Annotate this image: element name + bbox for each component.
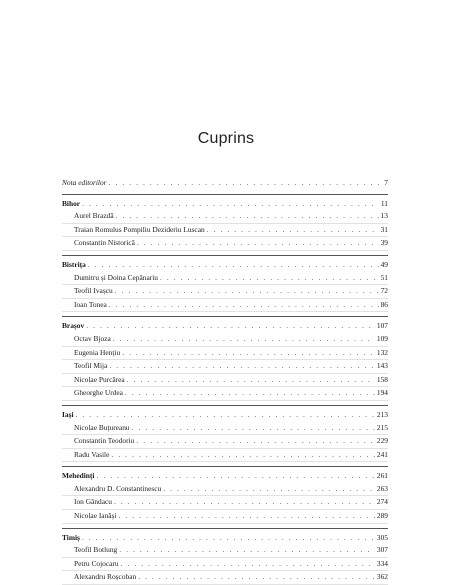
toc-author-entry[interactable]: [62, 333, 388, 347]
author-name: Eugenia Hențiu: [74, 347, 121, 357]
author-page: 307: [376, 545, 388, 555]
dot-leader: [121, 558, 375, 571]
region-page: 11: [380, 198, 388, 208]
author-name: Teofil Botlung: [74, 545, 118, 555]
author-page: 39: [380, 238, 388, 248]
section-divider: [62, 316, 388, 317]
author-page: 334: [376, 558, 388, 568]
author-name: Alexandru D. Constantinescu: [74, 483, 162, 493]
dot-leader: [82, 532, 375, 545]
region-page: 49: [380, 259, 388, 269]
dot-leader: [114, 496, 375, 509]
toc-region-heading[interactable]: [62, 409, 388, 422]
section-divider: [62, 466, 388, 467]
dot-leader: [125, 387, 375, 400]
author-name: Nicolae Ianăși: [74, 511, 117, 521]
dot-leader: [127, 374, 375, 387]
author-name: Traian Romulus Pompiliu Dezideriu Luscan: [74, 224, 205, 234]
dot-leader: [109, 299, 379, 312]
author-name: Dumitru și Doina Cepănariu: [74, 272, 158, 282]
author-name: Constantin Teodoriu: [74, 436, 135, 446]
section-divider: [62, 528, 388, 529]
author-page: 132: [376, 347, 388, 357]
author-name: Octav Bjoza: [74, 333, 111, 343]
toc-author-entry[interactable]: [62, 387, 388, 401]
toc-author-entry[interactable]: [62, 435, 388, 449]
author-page: 362: [376, 572, 388, 582]
toc-author-entry[interactable]: [62, 374, 388, 388]
author-page: 31: [380, 224, 388, 234]
dot-leader: [96, 470, 374, 483]
toc-author-entry[interactable]: [62, 360, 388, 374]
dot-leader: [111, 449, 375, 462]
author-page: 194: [376, 388, 388, 398]
region-name: Brașov: [62, 321, 85, 331]
author-name: Gheorghe Urdea: [74, 388, 123, 398]
author-page: 263: [376, 483, 388, 493]
author-name: Teofil Ivașcu: [74, 286, 113, 296]
dot-leader: [163, 483, 375, 496]
author-page: 229: [376, 436, 388, 446]
author-name: Teofil Mija: [74, 361, 108, 371]
toc-author-entry[interactable]: [62, 299, 388, 313]
table-of-contents: [62, 177, 388, 585]
toc-author-entry[interactable]: [62, 224, 388, 238]
page-title: Cuprins: [197, 130, 255, 147]
author-page: 274: [376, 497, 388, 507]
toc-region-heading[interactable]: [62, 259, 388, 272]
author-page: 158: [376, 374, 388, 384]
author-name: Radu Vasile: [74, 449, 110, 459]
dot-leader: [132, 422, 375, 435]
author-name: Aurel Brazdă: [74, 211, 114, 221]
dot-leader: [109, 177, 383, 190]
toc-author-entry[interactable]: [62, 449, 388, 463]
author-name: Ioan Tonea: [74, 299, 107, 309]
region-name: Bistrița: [62, 259, 86, 269]
dot-leader: [113, 333, 375, 346]
author-name: Petru Cojocaru: [74, 558, 119, 568]
region-page: 107: [376, 321, 388, 331]
author-name: Nicolae Purcărea: [74, 374, 125, 384]
dot-leader: [86, 320, 375, 333]
dot-leader: [207, 224, 379, 237]
dot-leader: [116, 210, 379, 223]
toc-author-entry[interactable]: [62, 510, 388, 524]
dot-leader: [138, 571, 375, 584]
author-page: 289: [376, 511, 388, 521]
author-page: 241: [376, 449, 388, 459]
section-divider: [62, 194, 388, 195]
toc-author-entry[interactable]: [62, 210, 388, 224]
toc-author-entry[interactable]: [62, 422, 388, 436]
toc-entry-page: 7: [384, 178, 388, 187]
author-page: 143: [376, 361, 388, 371]
author-page: 86: [380, 299, 388, 309]
region-name: Iași: [62, 409, 74, 419]
toc-author-entry[interactable]: [62, 237, 388, 251]
region-name: Bihor: [62, 198, 81, 208]
author-page: 109: [376, 333, 388, 343]
toc-author-entry[interactable]: [62, 571, 388, 585]
author-page: 51: [380, 272, 388, 282]
dot-leader: [160, 272, 379, 285]
region-page: 305: [376, 532, 388, 542]
region-page: 213: [376, 409, 388, 419]
toc-author-entry[interactable]: [62, 496, 388, 510]
toc-entry-label: Nota editorilor: [62, 178, 107, 187]
dot-leader: [82, 198, 379, 211]
author-name: Constantin Nistorică: [74, 238, 135, 248]
author-name: Alexandru Roșcoban: [74, 572, 137, 582]
toc-sections: [62, 194, 388, 585]
toc-author-entry[interactable]: [62, 544, 388, 558]
region-name: Timiș: [62, 532, 80, 542]
dot-leader: [137, 237, 379, 250]
toc-region-heading[interactable]: [62, 198, 388, 211]
toc-region-heading[interactable]: [62, 320, 388, 333]
author-name: Ion Gândacu: [74, 497, 112, 507]
toc-region-heading[interactable]: [62, 532, 388, 545]
dot-leader: [118, 510, 374, 523]
author-page: 215: [376, 422, 388, 432]
toc-author-entry[interactable]: [62, 285, 388, 299]
dot-leader: [109, 360, 375, 373]
dot-leader: [88, 259, 379, 272]
toc-region-heading[interactable]: [62, 470, 388, 483]
author-name: Nicolae Buțureanu: [74, 422, 130, 432]
author-page: 13: [380, 211, 388, 221]
section-divider: [62, 255, 388, 256]
dot-leader: [115, 285, 379, 298]
author-page: 72: [380, 286, 388, 296]
dot-leader: [136, 435, 375, 448]
section-divider: [62, 405, 388, 406]
dot-leader: [119, 544, 375, 557]
toc-entry-editor-note[interactable]: [62, 177, 388, 190]
toc-author-entry[interactable]: [62, 483, 388, 497]
toc-author-entry[interactable]: [62, 347, 388, 361]
toc-author-entry[interactable]: [62, 558, 388, 572]
dot-leader: [122, 347, 375, 360]
region-name: Mehedinți: [62, 471, 95, 481]
dot-leader: [76, 409, 375, 422]
toc-author-entry[interactable]: [62, 272, 388, 286]
region-page: 261: [376, 471, 388, 481]
